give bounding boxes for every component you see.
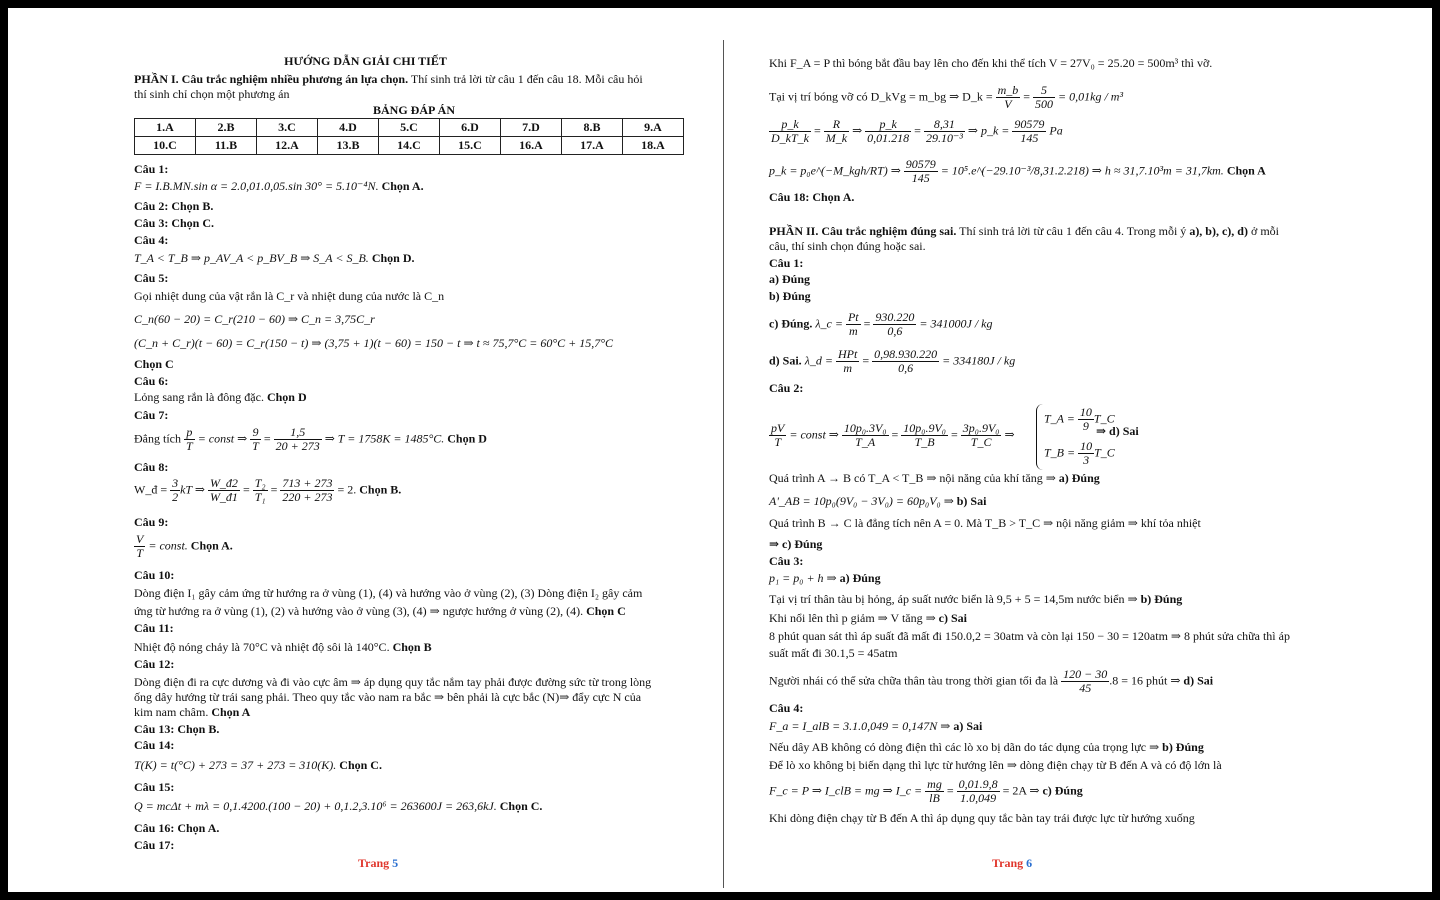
fraction (1078, 406, 1094, 433)
q4-formula: T_A < T_B ⇒ p_AV_A < p_BV_B ⇒ S_A < S_B. (134, 251, 369, 265)
c3-choice-c: c) Sai (938, 611, 968, 625)
q10-text-1: Dòng điện I₁ gây cảm ứng từ hướng ra ở vùng (1), (4) và hướng vào ở vùng (2), (3) Dòng điện I₂ gây cảm (134, 586, 643, 600)
denominator: T_B (914, 435, 935, 449)
answer-cell: 14.C (379, 137, 440, 155)
q7-label: Câu 7: (134, 408, 169, 422)
fraction (865, 118, 911, 145)
q6-label: Câu 6: (134, 374, 169, 388)
numerator: T₂ (254, 476, 266, 490)
fraction (184, 426, 195, 453)
fraction (280, 477, 334, 504)
fraction (769, 118, 811, 145)
fraction (253, 477, 268, 504)
numerator: HPt (837, 347, 858, 361)
fraction (957, 778, 1000, 805)
c3-line-d1: 8 phút quan sát thì áp suất đã mất đi 150.0,2 = 30atm và còn lại 150 − 30 = 120atm ⇒ 8 phút sửa chữa thì áp (769, 629, 1290, 643)
fraction (961, 422, 1002, 449)
fraction (1061, 668, 1109, 695)
part1-heading: PHẦN I. Câu trắc nghiệm nhiều phương án lựa chọn. (134, 72, 409, 86)
q13-answer: Câu 13: Chọn B. (134, 722, 220, 736)
q15-choice: Chọn C. (496, 799, 543, 813)
q8-label: Câu 8: (134, 460, 169, 474)
q6-solution (134, 390, 307, 405)
c3-text-a: p₁ = p₀ + h ⇒ (769, 571, 840, 585)
denominator: 0,01.218 (867, 131, 910, 145)
numerator: 8,31 (924, 118, 965, 132)
denominator: 0,6 (898, 361, 914, 375)
r2-pre: Tại vị trí bóng vỡ có D_kVg = m_bg ⇒ D_k = (769, 89, 993, 104)
c2-label: Câu 2: (769, 381, 804, 395)
c4-line-d (769, 778, 1083, 805)
q8-solution: W_đ = $\frac{3}{2}$ kT ⇒ $\frac{W\_đ2}{W\_đ1}$ = $\frac{\text{T₂}}{\text{T₁}}$ = $\frac{713 + 273}{220 + 273}$ = 2. Chọn B. (134, 476, 402, 504)
q11-label: Câu 11: (134, 621, 174, 635)
footer-number: 5 (392, 856, 399, 870)
fraction (842, 422, 889, 449)
denominator: T (186, 439, 193, 453)
c2-choice-a: a) Đúng (1058, 471, 1100, 485)
q11-choice: Chọn B (389, 640, 432, 654)
c2-const: = const ⇒ (789, 427, 839, 442)
c2-choice-b: b) Sai (956, 494, 987, 508)
c3-line-b (769, 592, 1182, 607)
numerator: mg (927, 777, 942, 791)
denominator: 45 (1079, 681, 1092, 695)
fraction (924, 118, 965, 145)
numerator: 9 (250, 426, 261, 440)
numerator: p (184, 426, 195, 440)
fraction (1078, 440, 1094, 467)
numerator: 930.220 (875, 310, 915, 324)
denominator: T (774, 435, 782, 449)
denominator: M_k (825, 131, 848, 145)
denominator: T (136, 546, 144, 560)
denominator: 1.0,049 (960, 791, 997, 805)
fraction (170, 477, 180, 504)
numerator: V (136, 532, 144, 546)
fraction (873, 311, 916, 338)
denominator: T_C (970, 435, 992, 449)
denominator: m (843, 361, 852, 375)
r3-imp2: ⇒ p_k = (967, 123, 1010, 138)
c4-text-d: F_c = P ⇒ I_clB = mg ⇒ I_c = (769, 783, 923, 798)
page-6 (724, 8, 1432, 892)
c1-a: a) Đúng (769, 272, 811, 286)
q7-mid: = const ⇒ (197, 431, 248, 446)
c4-line-e: Khi dòng điện chạy từ B đến A thì áp dụng quy tắc bàn tay trái được lực từ hướng xuống (769, 811, 1195, 825)
c1-c-result: = 341000J / kg (919, 316, 993, 331)
numerator: 10 (1080, 439, 1093, 453)
q7-pre: Đẳng tích (134, 431, 181, 446)
q4-solution (134, 251, 415, 266)
fraction (208, 477, 240, 504)
part2-heading: PHẦN II. Câu trắc nghiệm đúng sai. (769, 224, 957, 238)
q10-text-2: ứng từ hướng ra ở vùng (1), (2) và hướng vào ở vùng (3), (4) ⇒ ngược hướng ở vùng (2), (4). (134, 604, 584, 618)
q15-solution (134, 799, 542, 814)
numerator: W_đ2 (209, 476, 238, 490)
part2-heading-line (769, 224, 1279, 239)
q5-formula-2: (C_n + C_r)(t − 60) = C_r(150 − t) ⇒ (3,75 + 1)(t − 60) = 150 − t ⇒ t ≈ 75,7°C = 60°C + 15,7°C (134, 336, 614, 350)
c1-d-result: = 334180J / kg (942, 353, 1016, 368)
q3-answer: Câu 3: Chọn C. (134, 216, 215, 230)
r2-result: = 0,01kg / m³ (1058, 89, 1124, 104)
c2-text-b: A'_AB = 10p₀(9V₀ − 3V₀) = 60p₀V₀ ⇒ (769, 494, 957, 508)
numerator: 1,5 (274, 426, 322, 440)
q17-label: Câu 17: (134, 838, 175, 852)
q9-label: Câu 9: (134, 515, 169, 529)
c3-text-b: Tại vị trí thân tàu bị hỏng, áp suất nước biển là 9,5 + 5 = 14,5m nước biển ⇒ (769, 592, 1141, 606)
c4-choice-b: b) Đúng (1162, 740, 1204, 754)
footer-label: Trang (992, 856, 1027, 870)
numerator: m_b (997, 83, 1019, 97)
q5-text: Gọi nhiệt dung của vật rắn là C_r và nhiệt dung của nước là C_n (134, 289, 445, 303)
q10-label: Câu 10: (134, 568, 175, 582)
q1-choice: Chọn A. (378, 179, 424, 193)
q7-solution: Đẳng tích $\frac{p}{T}$ = const ⇒ $\frac{9}{T}$ = $\frac{1,5}{20 + 273}$ ⇒ T = 1758K = 1485°C. Chọn D (134, 425, 487, 453)
c2-tc-1: T_C (1093, 411, 1115, 426)
q7-choice: Chọn D (444, 431, 487, 446)
q9-solution (134, 533, 233, 560)
denominator: 20 + 273 (275, 439, 320, 453)
answer-cell: 2.B (196, 119, 257, 137)
answer-cell: 7.D (501, 119, 562, 137)
numerator: p_k (769, 118, 811, 132)
c2-text-a: Quá trình A → B có T_A < T_B ⇒ nội năng của khí tăng ⇒ (769, 471, 1059, 485)
q15-formula: Q = mcΔt + mλ = 0,1.4200.(100 − 20) + 0,1.2,3.10⁶ = 263600J = 263,6kJ. (134, 799, 497, 813)
c1-label: Câu 1: (769, 256, 804, 270)
q12-text-2: ống dây hướng từ trái sang phải. Theo quy tắc vào nam ra bắc ⇒ bên phải là cực bắc (N)⇒ đẩy cực N của (134, 690, 642, 704)
c2-implies: ⇒ (1004, 427, 1015, 442)
denominator: 2 (172, 490, 179, 504)
c3-line-a (769, 571, 881, 586)
c4-text-a: F_a = I_alB = 3.1.0,049 = 0,147N ⇒ (769, 719, 954, 733)
denominator: W_đ1 (209, 490, 238, 504)
part2-intro: Thí sinh trả lời từ câu 1 đến câu 4. Trong mỗi ý (956, 224, 1190, 238)
numerator: 10 (1079, 405, 1092, 419)
fraction (872, 348, 939, 375)
numerator: 3p₀.9V₀ (962, 421, 1000, 435)
answer-row-1 (135, 119, 684, 137)
c2-line-c: Quá trình B → C là đẳng tích nên A = 0. Mà T_B > T_C ⇒ nội năng giảm ⇒ khí tỏa nhiệt (769, 516, 1201, 530)
r3-unit: Pa (1049, 123, 1063, 138)
numerator: 90579 (905, 157, 936, 171)
fraction (274, 426, 322, 453)
denominator: V (1004, 97, 1012, 111)
c4-label: Câu 4: (769, 701, 804, 715)
q6-text: Lỏng sang rắn là đông đặc. (134, 390, 264, 404)
answer-cell: 9.A (623, 119, 684, 137)
q14-choice: Chọn C. (336, 758, 382, 772)
answer-row-2 (135, 137, 684, 155)
r4-text: p_k = p₀e^(−M_kgh/RT) ⇒ (769, 163, 901, 178)
answer-table (134, 118, 684, 155)
r4-rest: = 10⁵.e^(−29.10⁻³/8,31.2.218) ⇒ h ≈ 31,7.10³m = 31,7km. (940, 163, 1224, 178)
fraction (996, 84, 1021, 111)
answer-cell: 5.C (379, 119, 440, 137)
c4-line-c: Để lò xo không bị biến dạng thì lực từ hướng lên ⇒ dòng điện chạy từ B đến A và có độ lớn là (769, 758, 1222, 772)
q10-text-2-line (134, 604, 626, 619)
denominator: 220 + 273 (282, 490, 333, 504)
page-number-footer (992, 856, 1032, 871)
r2-eq: = (1023, 89, 1031, 104)
c2-ta: T_A = (1044, 411, 1075, 426)
denominator: 145 (1020, 131, 1039, 145)
part1-intro-2: thí sinh chỉ chọn một phương án (134, 87, 290, 101)
r-line-2 (769, 84, 1123, 111)
q8-result: = 2. (337, 482, 357, 497)
q8-k: kT ⇒ (180, 482, 205, 497)
fraction (1033, 84, 1055, 111)
answer-cell: 15.C (440, 137, 501, 155)
denominator: 500 (1035, 97, 1054, 111)
numerator: p_k (865, 118, 911, 132)
denominator: T₁ (254, 490, 266, 504)
q12-text-1: Dòng điện đi ra cực dương và đi vào cực âm ⇒ áp dụng quy tắc nắm tay phải được đường sức từ trong lòng (134, 675, 652, 689)
answer-cell: 4.D (318, 119, 379, 137)
q1-label: Câu 1: (134, 162, 169, 176)
answer-cell: 13.B (318, 137, 379, 155)
c4-eq: = (946, 783, 954, 798)
c3-choice-b: b) Đúng (1140, 592, 1183, 606)
page-number-footer (358, 856, 398, 871)
fraction (846, 311, 861, 338)
q12-text-3: kim nam châm. (134, 705, 209, 719)
q6-choice: Chọn D (263, 390, 307, 404)
answer-cell: 17.A (562, 137, 623, 155)
q4-choice: Chọn D. (368, 251, 415, 265)
denominator: lB (929, 791, 940, 805)
numerator: 90579 (1014, 117, 1045, 131)
q15-label: Câu 15: (134, 780, 175, 794)
part2-items: a), b), c), d) (1189, 224, 1248, 238)
c2-formula-line: $\frac{pV}{T}$ = const ⇒ $\frac{\text{10p₀.3V₀}}{T\_A}$ = $\frac{\text{10p₀.9V₀}}{T\_B}$ = $\frac{\text{3p₀.9V₀}}{T\_C}$ ⇒ (771, 421, 1015, 449)
q7-result: ⇒ T = 1758K = 1485°C. (324, 431, 445, 446)
numerator: 3 (172, 476, 179, 490)
r-line-1: Khi F_A = P thì bóng bắt đầu bay lên cho đến khi thể tích V = 27V₀ = 25.20 = 500m³ thì vỡ. (769, 56, 1213, 70)
numerator: Pt (847, 310, 859, 324)
denominator: T_A (855, 435, 876, 449)
r4-choice: Chọn A (1223, 163, 1266, 178)
footer-label: Trang (358, 856, 393, 870)
c3-text-d: Người nhái có thể sửa chữa thân tàu trong thời gian tối đa là (769, 673, 1059, 688)
c3-text-d-b: .8 = 16 phút ⇒ (1109, 673, 1184, 688)
q18-answer: Câu 18: Chọn A. (769, 190, 855, 204)
fraction (134, 533, 145, 560)
fraction (836, 348, 859, 375)
c3-line-d3 (769, 668, 1213, 695)
page-5 (8, 8, 723, 892)
denominator: T (252, 439, 259, 453)
q9-const: = const. (148, 538, 188, 553)
denominator: 0,6 (887, 324, 903, 338)
q8-pre: W_đ = (134, 482, 168, 497)
fraction (1012, 118, 1046, 145)
part1-intro: Thí sinh trả lời từ câu 1 đến câu 18. Mỗi câu hỏi (408, 72, 643, 86)
c4-choice-a: a) Sai (953, 719, 983, 733)
numerator: R (824, 118, 849, 132)
c4-choice-c: c) Đúng (1042, 783, 1083, 798)
answer-cell: 12.A (257, 137, 318, 155)
system-brace (1036, 404, 1043, 470)
answer-cell: 8.B (562, 119, 623, 137)
numerator: 120 − 30 (1063, 667, 1108, 681)
c4-line-b (769, 740, 1204, 755)
c4-result: = 2A ⇒ (1002, 783, 1043, 798)
answer-cell: 10.C (135, 137, 196, 155)
fraction (824, 118, 849, 145)
c1-d-lambda: λ_d = (804, 353, 833, 368)
q14-solution (134, 758, 382, 773)
c3-choice-d: d) Sai (1183, 673, 1214, 688)
fraction (925, 778, 944, 805)
c2-tb: T_B = (1044, 445, 1076, 460)
c2-line-b (769, 494, 986, 509)
q1-solution (134, 179, 424, 194)
c1-c-lambda: λ_c = (815, 316, 843, 331)
answer-cell: 11.B (196, 137, 257, 155)
q9-choice: Chọn A. (187, 538, 233, 553)
numerator: 10p₀.9V₀ (903, 421, 946, 435)
numerator: 0,01.9,8 (958, 777, 998, 791)
answer-cell: 6.D (440, 119, 501, 137)
q8-choice: Chọn B. (356, 482, 402, 497)
answer-cell: 18.A (623, 137, 684, 155)
denominator: 29.10⁻³ (925, 131, 963, 145)
q1-formula: F = I.B.MN.sin α = 2.0,01.0,05.sin 30° = 5.10⁻⁴N. (134, 179, 379, 193)
denominator: 9 (1082, 419, 1089, 433)
r-line-3: $\frac{p\_k}{D\_kT\_k}$ = $\frac{R}{M\_k}$ ⇒ $\frac{p\_k}{0,01.218}$ = $\frac{8,31}{\text{29.10⁻³}}$ ⇒ p_k = $\frac{90579}{145}$ Pa (771, 117, 1063, 145)
c2-choice-c: ⇒ c) Đúng (769, 537, 823, 551)
footer-number: 6 (1026, 856, 1033, 870)
answer-cell: 3.C (257, 119, 318, 137)
answer-cell: 16.A (501, 137, 562, 155)
numerator: pV (771, 421, 785, 435)
numerator: 0,98.930.220 (874, 347, 938, 361)
q10-choice: Chọn C (583, 604, 626, 618)
part1-heading-line (134, 72, 643, 87)
q12-text-3-line (134, 705, 250, 720)
q11-text: Nhiệt độ nóng chảy là 70°C và nhiệt độ sôi là 140°C. (134, 640, 390, 654)
c1-b: b) Đúng (769, 289, 811, 303)
q2-answer: Câu 2: Chọn B. (134, 199, 214, 213)
c2-d-sai: ⇒ d) Sai (1096, 424, 1139, 438)
c2-line-a (769, 471, 1100, 486)
answer-table-title: BẢNG ĐÁP ÁN (372, 103, 455, 117)
c1-c-line: c) Đúng. λ_c = $\frac{Pt}{m}$ = $\frac{930.220}{0,6}$ = 341000J / kg (769, 310, 993, 338)
q5-choice: Chọn C (134, 357, 174, 371)
fraction (250, 426, 261, 453)
c4-text-b: Nếu dây AB không có dòng điện thì các lò xo bị dãn do tác dụng của trọng lực ⇒ (769, 740, 1163, 754)
r-line-4 (769, 158, 1266, 185)
c1-d-line: d) Sai. λ_d = $\frac{\text{HPt}}{m}$ = $\frac{0,98.930.220}{0,6}$ = 334180J / kg (769, 347, 1016, 375)
c2-system-2 (1044, 440, 1115, 467)
numerator: 713 + 273 (282, 476, 333, 490)
fraction (904, 158, 938, 185)
document-viewer (8, 8, 1432, 892)
answer-cell: 1.A (135, 119, 196, 137)
c3-text-c: Khi nổi lên thì p giảm ⇒ V tăng ⇒ (769, 611, 939, 625)
part2-intro-2: câu, thí sinh chọn đúng hoặc sai. (769, 239, 926, 253)
q12-label: Câu 12: (134, 657, 175, 671)
q14-label: Câu 14: (134, 738, 175, 752)
numerator: 5 (1033, 84, 1055, 98)
c4-line-a (769, 719, 982, 734)
c3-label: Câu 3: (769, 554, 804, 568)
q16-answer: Câu 16: Chọn A. (134, 821, 220, 835)
r3-imp: ⇒ (852, 123, 863, 138)
denominator: m (848, 324, 858, 338)
q4-label: Câu 4: (134, 233, 169, 247)
denominator: 145 (911, 171, 930, 185)
part2-intro-b: ở mỗi (1247, 224, 1279, 238)
c3-line-d2: suất mất đi 30.1,5 = 45atm (769, 646, 898, 660)
c2-tc-2: T_C (1094, 445, 1115, 460)
fraction (901, 422, 948, 449)
q5-label: Câu 5: (134, 271, 169, 285)
numerator: 10p₀.3V₀ (843, 421, 887, 435)
c3-choice-a: a) Đúng (839, 571, 881, 585)
fraction (769, 422, 786, 449)
denominator: D_kT_k (771, 131, 809, 145)
denominator: 3 (1083, 453, 1090, 467)
q11-solution (134, 640, 432, 655)
q12-choice: Chọn A (208, 705, 251, 719)
c3-line-c (769, 611, 967, 626)
q5-formula-1: C_n(60 − 20) = C_r(210 − 60) ⇒ C_n = 3,75C_r (134, 312, 375, 326)
document-title: HƯỚNG DẪN GIẢI CHI TIẾT (284, 54, 447, 68)
c1-c-label: c) Đúng. (769, 316, 813, 331)
c1-d-label: d) Sai. (769, 353, 802, 368)
q14-formula: T(K) = t(°C) + 273 = 37 + 273 = 310(K). (134, 758, 337, 772)
